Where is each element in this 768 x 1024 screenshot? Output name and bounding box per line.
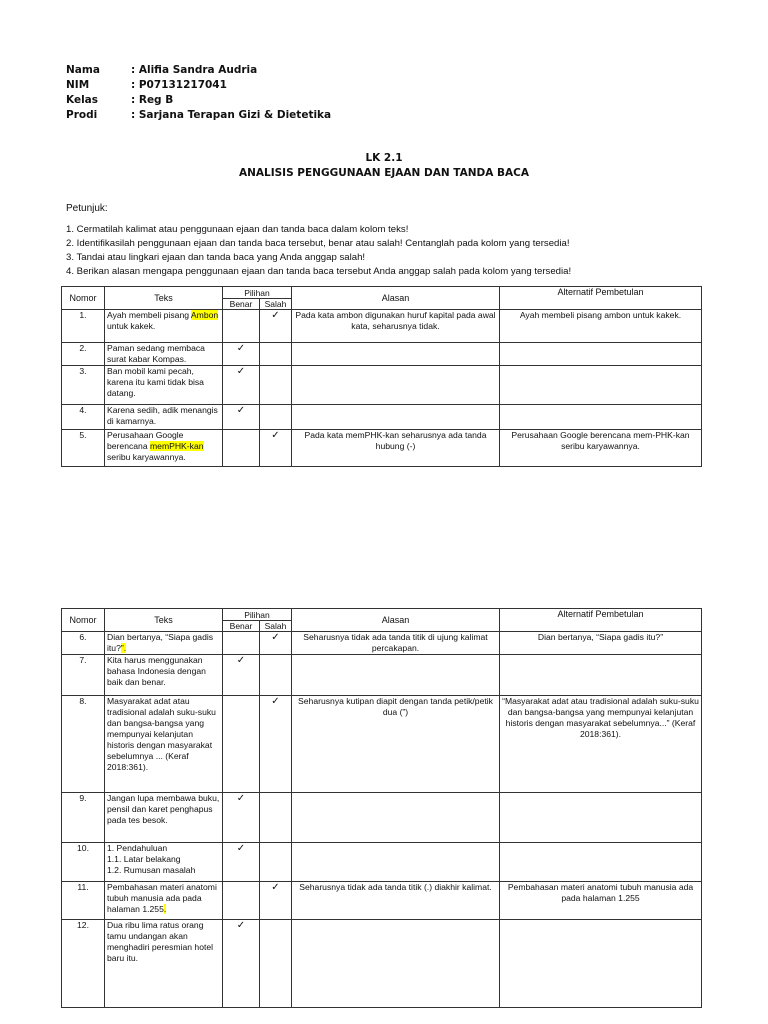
row-correction: Ayah membeli pisang ambon untuk kakek. [500,310,702,343]
text-plain: Ayah membeli pisang [107,310,191,320]
row-correction [500,343,702,366]
identity-block [66,63,331,123]
text-plain: seribu karyawannya. [107,452,186,462]
row-reason [292,405,500,430]
identity-label: Prodi [66,109,98,121]
salah-check [260,405,292,430]
worksheet-title: ANALISIS PENGGUNAAN EJAAN DAN TANDA BACA [238,167,529,179]
row-correction [500,655,702,696]
salah-check [260,920,292,1008]
row-text [105,655,223,696]
table-row [62,343,702,366]
row-number: 1. [62,310,105,343]
row-correction [500,366,702,405]
instruction-item: 3. Tandai atau lingkari ejaan dan tanda baca yang Anda anggap salah! [66,252,366,263]
text-plain: Dua ribu lima ratus orang tamu undangan akan menghadiri peresmian hotel baru itu. [107,920,214,963]
header-benar: Benar [223,299,260,310]
row-number: 6. [62,632,105,655]
text-highlight: . [163,904,167,914]
table-body [62,632,702,1008]
text-plain: Ban mobil kami pecah, karena itu kami tidak bisa datang. [107,366,204,398]
header-benar: Benar [223,621,260,632]
row-text [105,405,223,430]
instruction-list [66,223,571,279]
salah-check: ✓ [260,310,292,343]
salah-check: ✓ [260,430,292,467]
identity-value: : Sarjana Terapan Gizi & Dietetika [131,109,332,121]
row-number: 4. [62,405,105,430]
row-reason [292,343,500,366]
instruction-item: 2. Identifikasilah penggunaan ejaan dan tanda baca tersebut, benar atau salah! Centanglah pada kolom yang tersedia! [66,238,570,249]
salah-check: ✓ [260,882,292,920]
text-plain: Jangan lupa membawa buku, pensil dan karet penghapus pada tes besok. [107,793,220,825]
identity-label: Kelas [66,94,99,106]
row-text [105,366,223,405]
row-correction: Pembahasan materi anatomi tubuh manusia ada pada halaman 1.255 [500,882,702,920]
benar-check [223,696,260,793]
row-correction: Dian bertanya, “Siapa gadis itu?” [500,632,702,655]
text-plain: untuk kakek. [107,321,156,331]
header-salah: Salah [260,621,292,632]
benar-check [223,310,260,343]
analysis-table-1 [61,286,702,467]
table-row [62,430,702,467]
table-row [62,696,702,793]
row-reason: Seharusnya kutipan diapit dengan tanda petik/petik dua (”) [292,696,500,793]
salah-check [260,366,292,405]
benar-check: ✓ [223,366,260,405]
text-plain: Pembahasan materi anatomi tubuh manusia ada pada halaman 1.255 [107,882,217,914]
row-correction [500,920,702,1008]
row-text [105,310,223,343]
benar-check: ✓ [223,793,260,843]
header-teks: Teks [105,287,223,310]
row-correction [500,405,702,430]
table-row [62,632,702,655]
header-nomor: Nomor [62,609,105,632]
identity-row-prodi [66,108,331,123]
table-row [62,366,702,405]
table-row [62,920,702,1008]
benar-check [223,882,260,920]
row-number: 11. [62,882,105,920]
header-pilihan: Pilihan [223,287,292,299]
text-highlight: memPHK-kan [150,441,204,451]
row-reason [292,843,500,882]
identity-value: : Alifia Sandra Audria [131,64,258,76]
header-alternatif: Alternatif Pembetulan [500,287,702,310]
row-correction [500,793,702,843]
table-row [62,793,702,843]
row-reason: Seharusnya tidak ada tanda titik (.) diakhir kalimat. [292,882,500,920]
benar-check [223,632,260,655]
salah-check [260,343,292,366]
worksheet-code: LK 2.1 [365,152,403,164]
table-body [62,310,702,467]
text-plain: Kita harus menggunakan bahasa Indonesia dengan baik dan benar. [107,655,206,687]
header-nomor: Nomor [62,287,105,310]
row-text [105,920,223,1008]
row-text [105,882,223,920]
header-alternatif: Alternatif Pembetulan [500,609,702,632]
text-plain: Perusahaan Google berencana [107,430,184,451]
identity-label: Nama [66,64,100,76]
benar-check: ✓ [223,343,260,366]
row-correction [500,843,702,882]
row-reason [292,793,500,843]
benar-check: ✓ [223,843,260,882]
identity-value: : Reg B [131,94,174,106]
text-plain: Paman sedang membaca surat kabar Kompas. [107,343,205,364]
table-row [62,843,702,882]
row-text [105,430,223,467]
row-text [105,696,223,793]
row-number: 7. [62,655,105,696]
row-number: 12. [62,920,105,1008]
identity-row-kelas [66,93,331,108]
row-text [105,793,223,843]
row-reason [292,920,500,1008]
petunjuk-label: Petunjuk: [66,203,108,214]
benar-check: ✓ [223,920,260,1008]
row-reason [292,366,500,405]
salah-check [260,655,292,696]
benar-check: ✓ [223,405,260,430]
text-plain: Karena sedih, adik menangis di kamarnya. [107,405,218,426]
instruction-item: 4. Berikan alasan mengapa penggunaan ejaan dan tanda baca tersebut Anda anggap salah pada kolom yang tersedia! [66,266,572,277]
salah-check [260,843,292,882]
row-reason: Seharusnya tidak ada tanda titik di ujung kalimat percakapan. [292,632,500,655]
row-correction: Perusahaan Google berencana mem-PHK-kan seribu karyawannya. [500,430,702,467]
row-number: 2. [62,343,105,366]
table-row [62,310,702,343]
text-plain: Dian bertanya, “Siapa gadis itu? [107,632,214,653]
salah-check: ✓ [260,696,292,793]
text-highlight: ”. [120,643,127,653]
benar-check [223,430,260,467]
benar-check: ✓ [223,655,260,696]
row-number: 8. [62,696,105,793]
header-pilihan: Pilihan [223,609,292,621]
table-row [62,882,702,920]
header-alasan: Alasan [292,287,500,310]
row-number: 10. [62,843,105,882]
header-alasan: Alasan [292,609,500,632]
row-text [105,632,223,655]
header-teks: Teks [105,609,223,632]
identity-value: : P07131217041 [131,79,227,91]
row-reason: Pada kata ambon digunakan huruf kapital pada awal kata, seharusnya tidak. [292,310,500,343]
row-reason [292,655,500,696]
identity-label: NIM [66,79,90,91]
identity-row-nim [66,78,331,93]
header-salah: Salah [260,299,292,310]
row-number: 9. [62,793,105,843]
table-row [62,655,702,696]
instruction-item: 1. Cermatilah kalimat atau penggunaan ejaan dan tanda baca dalam kolom teks! [66,224,409,235]
row-text [105,843,223,882]
salah-check: ✓ [260,632,292,655]
analysis-table-2 [61,608,702,1008]
row-reason: Pada kata memPHK-kan seharusnya ada tanda hubung (-) [292,430,500,467]
row-number: 5. [62,430,105,467]
row-correction: “Masyarakat adat atau tradisional adalah suku-suku dan bangsa-bangsa yang mempunyai kelanjutan historis dengan masyarakat sebelumnya...” (Keraf 2018:361). [500,696,702,793]
row-number: 3. [62,366,105,405]
text-highlight: Ambon [190,310,219,320]
text-plain: Masyarakat adat atau tradisional adalah suku-suku dan bangsa-bangsa yang mempunyai kelanjutan historis dengan masyarakat sebelumnya ... (Keraf 2018:361). [107,696,216,772]
row-text [105,343,223,366]
identity-row-nama [66,63,331,78]
text-plain: 1. Pendahuluan 1.1. Latar belakang 1.2. Rumusan masalah [107,843,196,875]
table-row [62,405,702,430]
salah-check [260,793,292,843]
